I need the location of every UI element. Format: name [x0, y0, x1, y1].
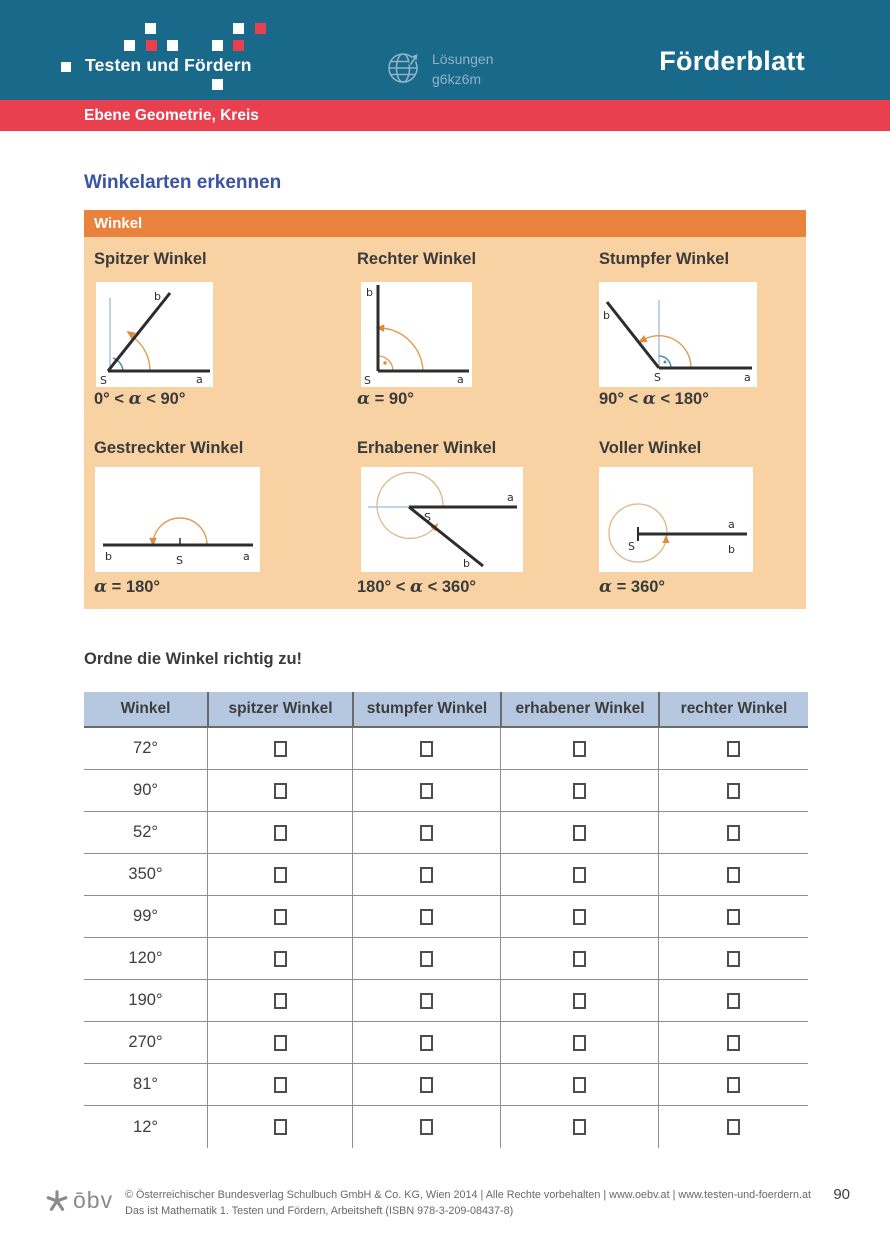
table-row: [84, 854, 808, 896]
answer-checkbox[interactable]: [420, 951, 433, 967]
angle-range: 90° < α < 180°: [599, 389, 709, 409]
answer-checkbox[interactable]: [727, 1119, 740, 1135]
right-angle-diagram: [361, 282, 472, 387]
table-row: [84, 1106, 808, 1148]
svg-text:S: S: [628, 540, 635, 553]
winkel-info-panel: [84, 210, 806, 609]
answer-checkbox[interactable]: [727, 1035, 740, 1051]
answer-checkbox[interactable]: [274, 951, 287, 967]
answer-checkbox[interactable]: [420, 1119, 433, 1135]
table-row: [84, 1064, 808, 1106]
header-bar: [0, 0, 890, 100]
column-header: spitzer Winkel: [207, 692, 352, 726]
angle-card-title: Spitzer Winkel: [94, 250, 207, 268]
angle-value: 99°: [133, 907, 158, 925]
publisher-logo-text: ōbv: [73, 1187, 114, 1213]
answer-cell: [352, 896, 500, 937]
table-row: [84, 896, 808, 938]
answer-checkbox[interactable]: [573, 741, 586, 757]
answer-table: [84, 692, 808, 1148]
answer-checkbox[interactable]: [274, 783, 287, 799]
answer-cell: [207, 812, 352, 853]
angle-value: 190°: [128, 991, 163, 1009]
answer-checkbox[interactable]: [727, 741, 740, 757]
answer-cell: [207, 1064, 352, 1105]
answer-checkbox[interactable]: [420, 993, 433, 1009]
answer-checkbox[interactable]: [420, 783, 433, 799]
svg-text:a: a: [243, 550, 250, 563]
answer-cell: [658, 770, 808, 811]
answer-cell: [658, 1064, 808, 1105]
answer-cell: [500, 854, 658, 895]
answer-cell: [658, 1106, 808, 1148]
svg-text:b: b: [366, 286, 373, 299]
solutions-code: g6kz6m: [432, 71, 482, 87]
brand-name: Testen und Fördern: [85, 55, 252, 75]
answer-checkbox[interactable]: [420, 825, 433, 841]
answer-cell: [207, 1022, 352, 1063]
svg-text:a: a: [196, 373, 203, 386]
answer-cell: [207, 980, 352, 1021]
table-row: [84, 938, 808, 980]
angle-card-title: Stumpfer Winkel: [599, 250, 730, 268]
answer-checkbox[interactable]: [727, 867, 740, 883]
answer-cell: [658, 1022, 808, 1063]
svg-text:S: S: [176, 554, 183, 567]
globe-icon: [383, 47, 423, 87]
angle-range: α = 90°: [357, 389, 414, 409]
acute-angle-diagram: [96, 282, 213, 387]
angle-range: 180° < α < 360°: [357, 577, 476, 597]
answer-cell: [352, 854, 500, 895]
answer-checkbox[interactable]: [573, 1119, 586, 1135]
sheet-type-title: Förderblatt: [659, 46, 805, 76]
answer-cell: [500, 980, 658, 1021]
solutions-label: Lösungen: [432, 51, 494, 67]
answer-cell: [352, 938, 500, 979]
answer-cell: [352, 812, 500, 853]
table-row: [84, 812, 808, 854]
angle-card-title: Rechter Winkel: [357, 250, 477, 268]
angle-value: 350°: [128, 865, 163, 883]
answer-cell: [500, 728, 658, 769]
straight-angle-diagram: [95, 467, 260, 572]
svg-text:b: b: [105, 550, 112, 563]
answer-checkbox[interactable]: [727, 783, 740, 799]
svg-text:b: b: [463, 557, 470, 570]
copyright-block: [125, 1185, 811, 1219]
column-header: rechter Winkel: [658, 692, 808, 726]
angle-card-title: Gestreckter Winkel: [94, 439, 244, 457]
answer-checkbox[interactable]: [727, 1077, 740, 1093]
answer-cell: [352, 1022, 500, 1063]
answer-cell: [500, 938, 658, 979]
answer-checkbox[interactable]: [274, 993, 287, 1009]
answer-checkbox[interactable]: [573, 1077, 586, 1093]
svg-text:S: S: [654, 371, 661, 384]
svg-text:S: S: [424, 511, 431, 524]
answer-cell: [658, 728, 808, 769]
solutions-block: [383, 47, 494, 89]
answer-cell: [658, 812, 808, 853]
obv-star-icon: [45, 1189, 69, 1213]
answer-cell: [207, 896, 352, 937]
topic-bar: [0, 100, 890, 131]
answer-checkbox[interactable]: [727, 909, 740, 925]
panel-body: [84, 237, 806, 609]
svg-text:b: b: [154, 290, 161, 303]
answer-cell: [658, 980, 808, 1021]
answer-checkbox[interactable]: [420, 741, 433, 757]
table-row: [84, 1022, 808, 1064]
answer-checkbox[interactable]: [573, 951, 586, 967]
reflex-angle-diagram: [361, 467, 523, 572]
page-title: Winkelarten erkennen: [84, 172, 282, 193]
table-row: [84, 980, 808, 1022]
svg-text:b: b: [603, 309, 610, 322]
svg-text:b: b: [728, 543, 735, 556]
answer-cell: [658, 854, 808, 895]
answer-checkbox[interactable]: [274, 1119, 287, 1135]
answer-cell: [352, 1064, 500, 1105]
answer-checkbox[interactable]: [274, 867, 287, 883]
column-header: Winkel: [120, 700, 171, 717]
copyright-line1: © Österreichischer Bundesverlag Schulbuch GmbH & Co. KG, Wien 2014 | Alle Rechte vorbehalten | www.oebv.at | www.testen-und-foerdern.at: [125, 1189, 812, 1201]
answer-checkbox[interactable]: [420, 909, 433, 925]
answer-cell: [500, 896, 658, 937]
angle-card-title: Erhabener Winkel: [357, 439, 497, 457]
table-row: [84, 728, 808, 770]
page-number: 90: [833, 1186, 850, 1203]
angle-value: 72°: [133, 739, 158, 757]
answer-cell: [207, 854, 352, 895]
answer-checkbox[interactable]: [573, 867, 586, 883]
angle-value: 90°: [133, 781, 158, 799]
answer-checkbox[interactable]: [420, 1035, 433, 1051]
angle-value: 52°: [133, 823, 158, 841]
answer-cell: [500, 1064, 658, 1105]
answer-checkbox[interactable]: [274, 1035, 287, 1051]
angle-card-title: Voller Winkel: [599, 439, 702, 457]
angle-value: 270°: [128, 1033, 163, 1051]
svg-text:a: a: [457, 373, 464, 386]
answer-checkbox[interactable]: [573, 909, 586, 925]
answer-checkbox[interactable]: [573, 783, 586, 799]
angle-value: 120°: [128, 949, 163, 967]
task-title: Ordne die Winkel richtig zu!: [84, 650, 303, 668]
obtuse-angle-diagram: [599, 282, 757, 387]
answer-cell: [352, 1106, 500, 1148]
copyright-line2: Das ist Mathematik 1. Testen und Fördern, Arbeitsheft (ISBN 978-3-209-08437-8): [125, 1204, 514, 1217]
table-body: [84, 728, 808, 1148]
svg-text:a: a: [744, 371, 751, 384]
angle-value: 12°: [133, 1117, 158, 1136]
answer-cell: [500, 1106, 658, 1148]
answer-cell: [352, 728, 500, 769]
publisher-logo: [45, 1187, 113, 1214]
angle-value: 81°: [133, 1075, 158, 1093]
answer-checkbox[interactable]: [274, 741, 287, 757]
answer-cell: [207, 938, 352, 979]
svg-text:a: a: [507, 491, 514, 504]
answer-checkbox[interactable]: [727, 825, 740, 841]
column-header: stumpfer Winkel: [352, 692, 500, 726]
answer-cell: [207, 1106, 352, 1148]
worksheet-content: [0, 172, 890, 1148]
answer-checkbox[interactable]: [420, 867, 433, 883]
footer: [45, 1185, 850, 1219]
column-header: erhabener Winkel: [500, 692, 658, 726]
angle-range: α = 360°: [599, 577, 666, 597]
svg-text:S: S: [364, 374, 371, 387]
answer-cell: [352, 770, 500, 811]
answer-cell: [207, 728, 352, 769]
answer-checkbox[interactable]: [274, 825, 287, 841]
table-row: [84, 770, 808, 812]
full-angle-diagram: [599, 467, 753, 572]
answer-checkbox[interactable]: [420, 1077, 433, 1093]
answer-cell: [207, 770, 352, 811]
answer-cell: [352, 980, 500, 1021]
answer-cell: [658, 938, 808, 979]
answer-checkbox[interactable]: [274, 909, 287, 925]
angle-range: α = 180°: [94, 577, 161, 597]
answer-cell: [500, 1022, 658, 1063]
answer-checkbox[interactable]: [573, 825, 586, 841]
svg-text:S: S: [100, 374, 107, 387]
topic-label: Ebene Geometrie, Kreis: [84, 106, 259, 124]
answer-checkbox[interactable]: [274, 1077, 287, 1093]
svg-text:a: a: [728, 518, 735, 531]
answer-cell: [500, 812, 658, 853]
answer-checkbox[interactable]: [573, 1035, 586, 1051]
answer-checkbox[interactable]: [727, 993, 740, 1009]
answer-cell: [658, 896, 808, 937]
answer-checkbox[interactable]: [727, 951, 740, 967]
panel-header: Winkel: [84, 210, 806, 237]
answer-checkbox[interactable]: [573, 993, 586, 1009]
angle-range: 0° < α < 90°: [94, 389, 186, 409]
answer-cell: [500, 770, 658, 811]
table-header-row: [84, 692, 808, 728]
